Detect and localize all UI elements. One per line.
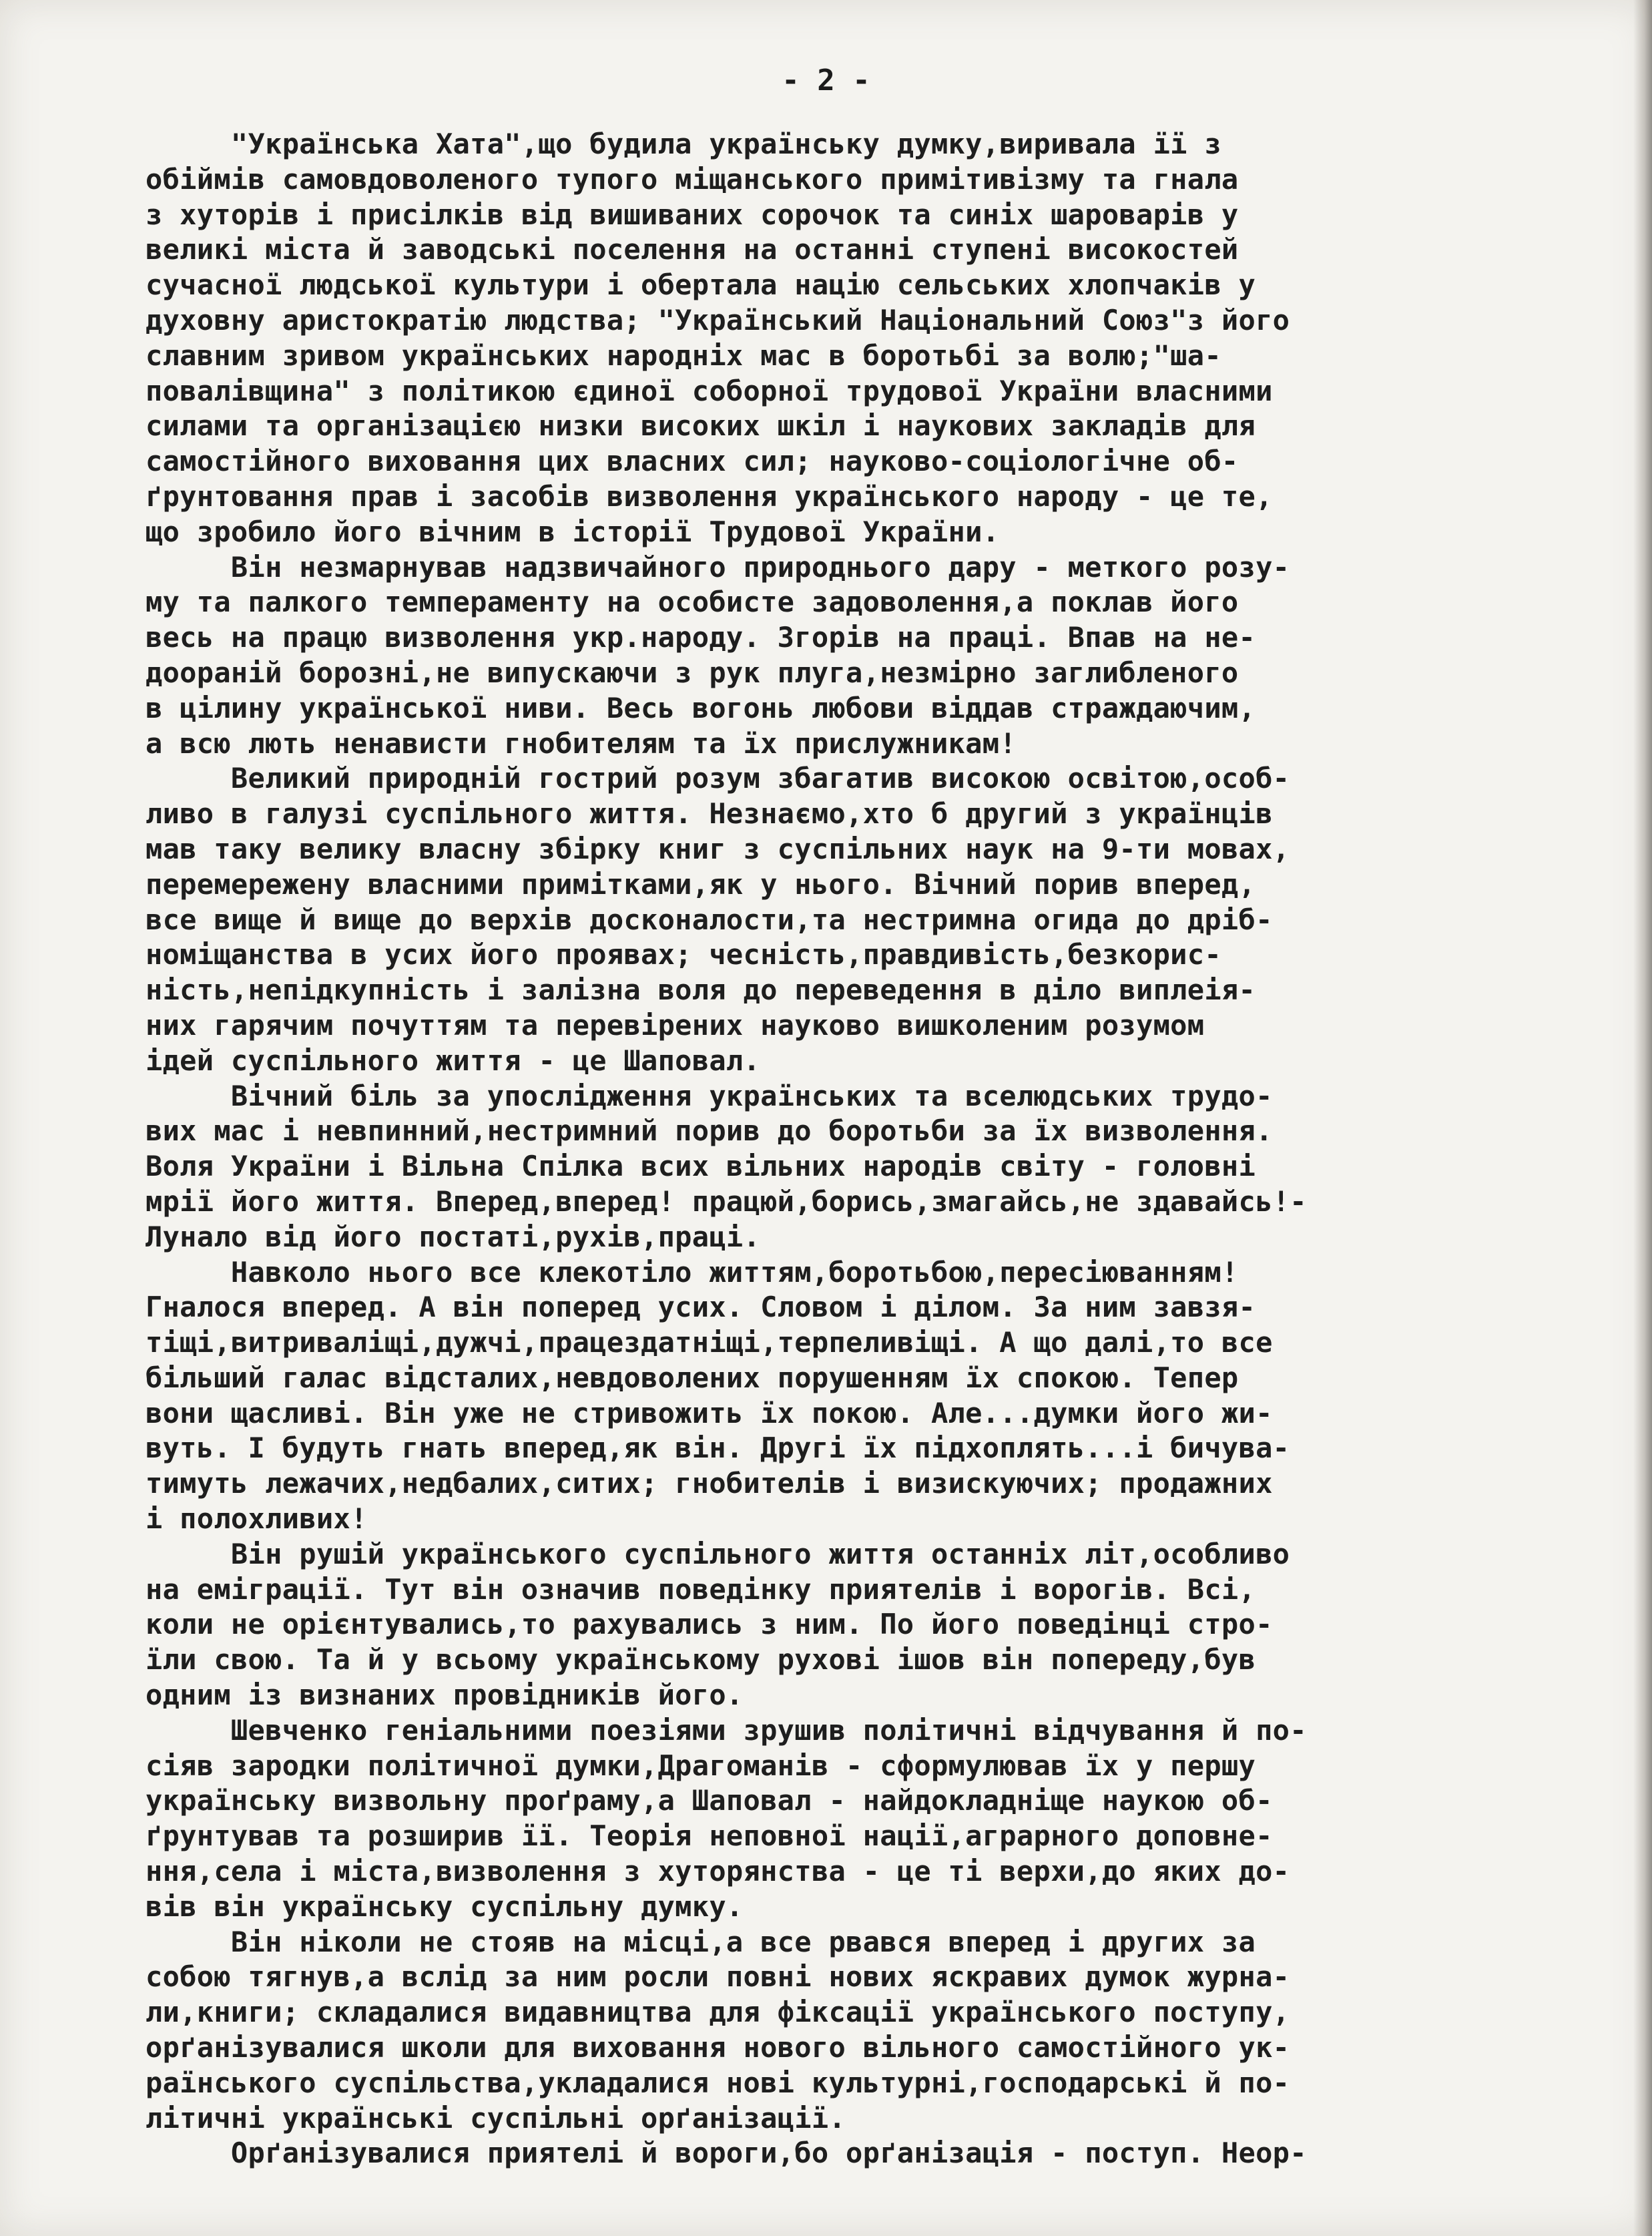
text-line: силами та організацією низки високих шкіл і наукових закладів для	[146, 409, 1256, 443]
text-line: тимуть лежачих,недбалих,ситих; гнобителів і визискуючих; продажних	[146, 1467, 1273, 1500]
text-line: все вище й вище до верхів досконалости,та нестримна огида до дріб-	[146, 903, 1273, 936]
page-number: - 2 -	[782, 63, 870, 97]
text-line: в цілину української ниви. Весь вогонь любови віддав страждаючим,	[146, 691, 1256, 724]
text-line: вуть. І будуть гнать вперед,як він. Другі їх підхоплять...і бичува-	[146, 1431, 1290, 1465]
body-text	[146, 127, 1521, 2171]
text-line: вих мас і невпинний,нестримний порив до боротьби за їх визволення.	[146, 1114, 1273, 1148]
text-line: ли,книги; складалися видавництва для фіксації українського поступу,	[146, 1996, 1290, 2029]
page-edge-shadow	[1633, 0, 1652, 2236]
text-line: коли не орієнтувались,то рахувались з ним. По його поведінці стро-	[146, 1608, 1273, 1641]
text-line: мрії його життя. Вперед,вперед! працюй,борись,змагайсь,не здавайсь!-	[146, 1184, 1307, 1218]
text-line: українську визвольну проґраму,а Шаповал - найдокладніще наукою об-	[146, 1784, 1273, 1817]
text-line: сучасної людської культури і обертала націю сельських хлопчаків у	[146, 268, 1256, 302]
text-line: му та палкого темпераменту на особисте задоволення,а поклав його	[146, 586, 1239, 619]
text-line: перемережену власними примітками,як у нього. Вічний порив вперед,	[146, 867, 1256, 901]
text-line: Великий природній гострий розум збагатив високою освітою,особ-	[146, 762, 1290, 795]
text-line: ння,села і міста,визволення з хуторянства - це ті верхи,до яких до-	[146, 1855, 1290, 1888]
text-line: Він незмарнував надзвичайного природнього дару - меткого розу-	[146, 550, 1290, 584]
text-line: Орґанізувалися приятелі й вороги,бо орґанізація - поступ. Неор-	[146, 2137, 1307, 2170]
text-line: що зробило його вічним в історії Трудової України.	[146, 515, 1000, 548]
text-line: обіймів самовдоволеного тупого міщанського примітивізму та гнала	[146, 162, 1239, 196]
text-line: ґрунтував та розширив її. Теорія неповної нації,аграрного доповне-	[146, 1819, 1273, 1853]
text-line: весь на працю визволення укр.народу. Згорів на праці. Впав на не-	[146, 621, 1256, 654]
text-line: собою тягнув,а вслід за ним росли повні нових яскравих думок журна-	[146, 1960, 1290, 1994]
text-line: на еміграції. Тут він означив поведінку приятелів і ворогів. Всі,	[146, 1572, 1256, 1606]
text-line: Він ніколи не стояв на місці,а все рвався вперед і других за	[146, 1925, 1256, 1958]
text-line: Він рушій українського суспільного життя останніх літ,особливо	[146, 1537, 1290, 1570]
text-line: Шевченко геніальними поезіями зрушив політичні відчування й по-	[146, 1713, 1307, 1747]
text-line: доораній борозні,не випускаючи з рук плуга,незмірно заглибленого	[146, 656, 1239, 689]
text-line: Навколо нього все клекотіло життям,боротьбою,пересіюванням!	[146, 1255, 1239, 1289]
text-line: самостійного виховання цих власних сил; науково-соціологічне об-	[146, 445, 1239, 478]
text-line: Гналося вперед. А він поперед усих. Словом і ділом. За ним завзя-	[146, 1291, 1256, 1324]
text-line: орґанізувалися школи для виховання нового вільного самостійного ук-	[146, 2031, 1290, 2064]
text-line: ґрунтовання прав і засобів визволення українського народу - це те,	[146, 479, 1273, 513]
text-line: духовну аристократію людства; "Український Національний Союз"з його	[146, 303, 1290, 337]
text-line: ливо в галузі суспільного життя. Незнаємо,хто б другий з українців	[146, 797, 1273, 831]
text-line: раїнського суспільства,укладалися нові культурні,господарські й по-	[146, 2066, 1290, 2099]
text-line: Вічний біль за упослідження українських та вселюдських трудо-	[146, 1079, 1273, 1112]
text-line: ідей суспільного життя - це Шаповал.	[146, 1044, 761, 1077]
text-line: "Українська Хата",що будила українську думку,виривала її з	[146, 128, 1221, 160]
text-line: з хуторів і присілків від вишиваних сорочок та синіх шароварів у	[146, 198, 1239, 231]
text-line: них гарячим почуттям та перевірених науково вишколеним розумом	[146, 1008, 1205, 1042]
text-line: тіщі,витриваліщі,дужчі,працездатніщі,терпеливіщі. А що далі,то все	[146, 1326, 1273, 1359]
text-line: і полохливих!	[146, 1502, 368, 1536]
text-line: їли свою. Та й у всьому українському рухові ішов він попереду,був	[146, 1643, 1256, 1676]
text-line: ність,непідкупність і залізна воля до переведення в діло виплеія-	[146, 973, 1256, 1007]
text-line: сіяв зародки політичної думки,Драгоманів - сформулював їх у першу	[146, 1749, 1256, 1782]
text-line: вони щасливі. Він уже не стривожить їх покою. Але...думки його жи-	[146, 1396, 1273, 1429]
text-line: Воля України і Вільна Спілка всих вільних народів світу - головні	[146, 1150, 1256, 1183]
text-line: а всю лють ненависти гнобителям та їх прислужникам!	[146, 726, 1017, 760]
text-line: великі міста й заводські поселення на останні ступені високостей	[146, 233, 1239, 266]
text-line: Лунало від його постаті,рухів,праці.	[146, 1220, 761, 1253]
text-line: повалівщина" з політикою єдиної соборної трудової України власними	[146, 374, 1273, 407]
text-line: номіщанства в усих його проявах; чесність,правдивість,безкорис-	[146, 938, 1221, 971]
text-line: більший галас відсталих,невдоволених порушенням їх спокою. Тепер	[146, 1361, 1239, 1394]
text-line: мав таку велику власну збірку книг з суспільних наук на 9-ти мовах,	[146, 832, 1290, 865]
text-line: вів він українську суспільну думку.	[146, 1889, 744, 1923]
text-line: славним зривом українських народніх мас в боротьбі за волю;"ша-	[146, 339, 1221, 372]
text-line: літичні українські суспільні орґанізації.	[146, 2101, 846, 2135]
text-line: одним із визнаних провідників його.	[146, 1679, 744, 1712]
